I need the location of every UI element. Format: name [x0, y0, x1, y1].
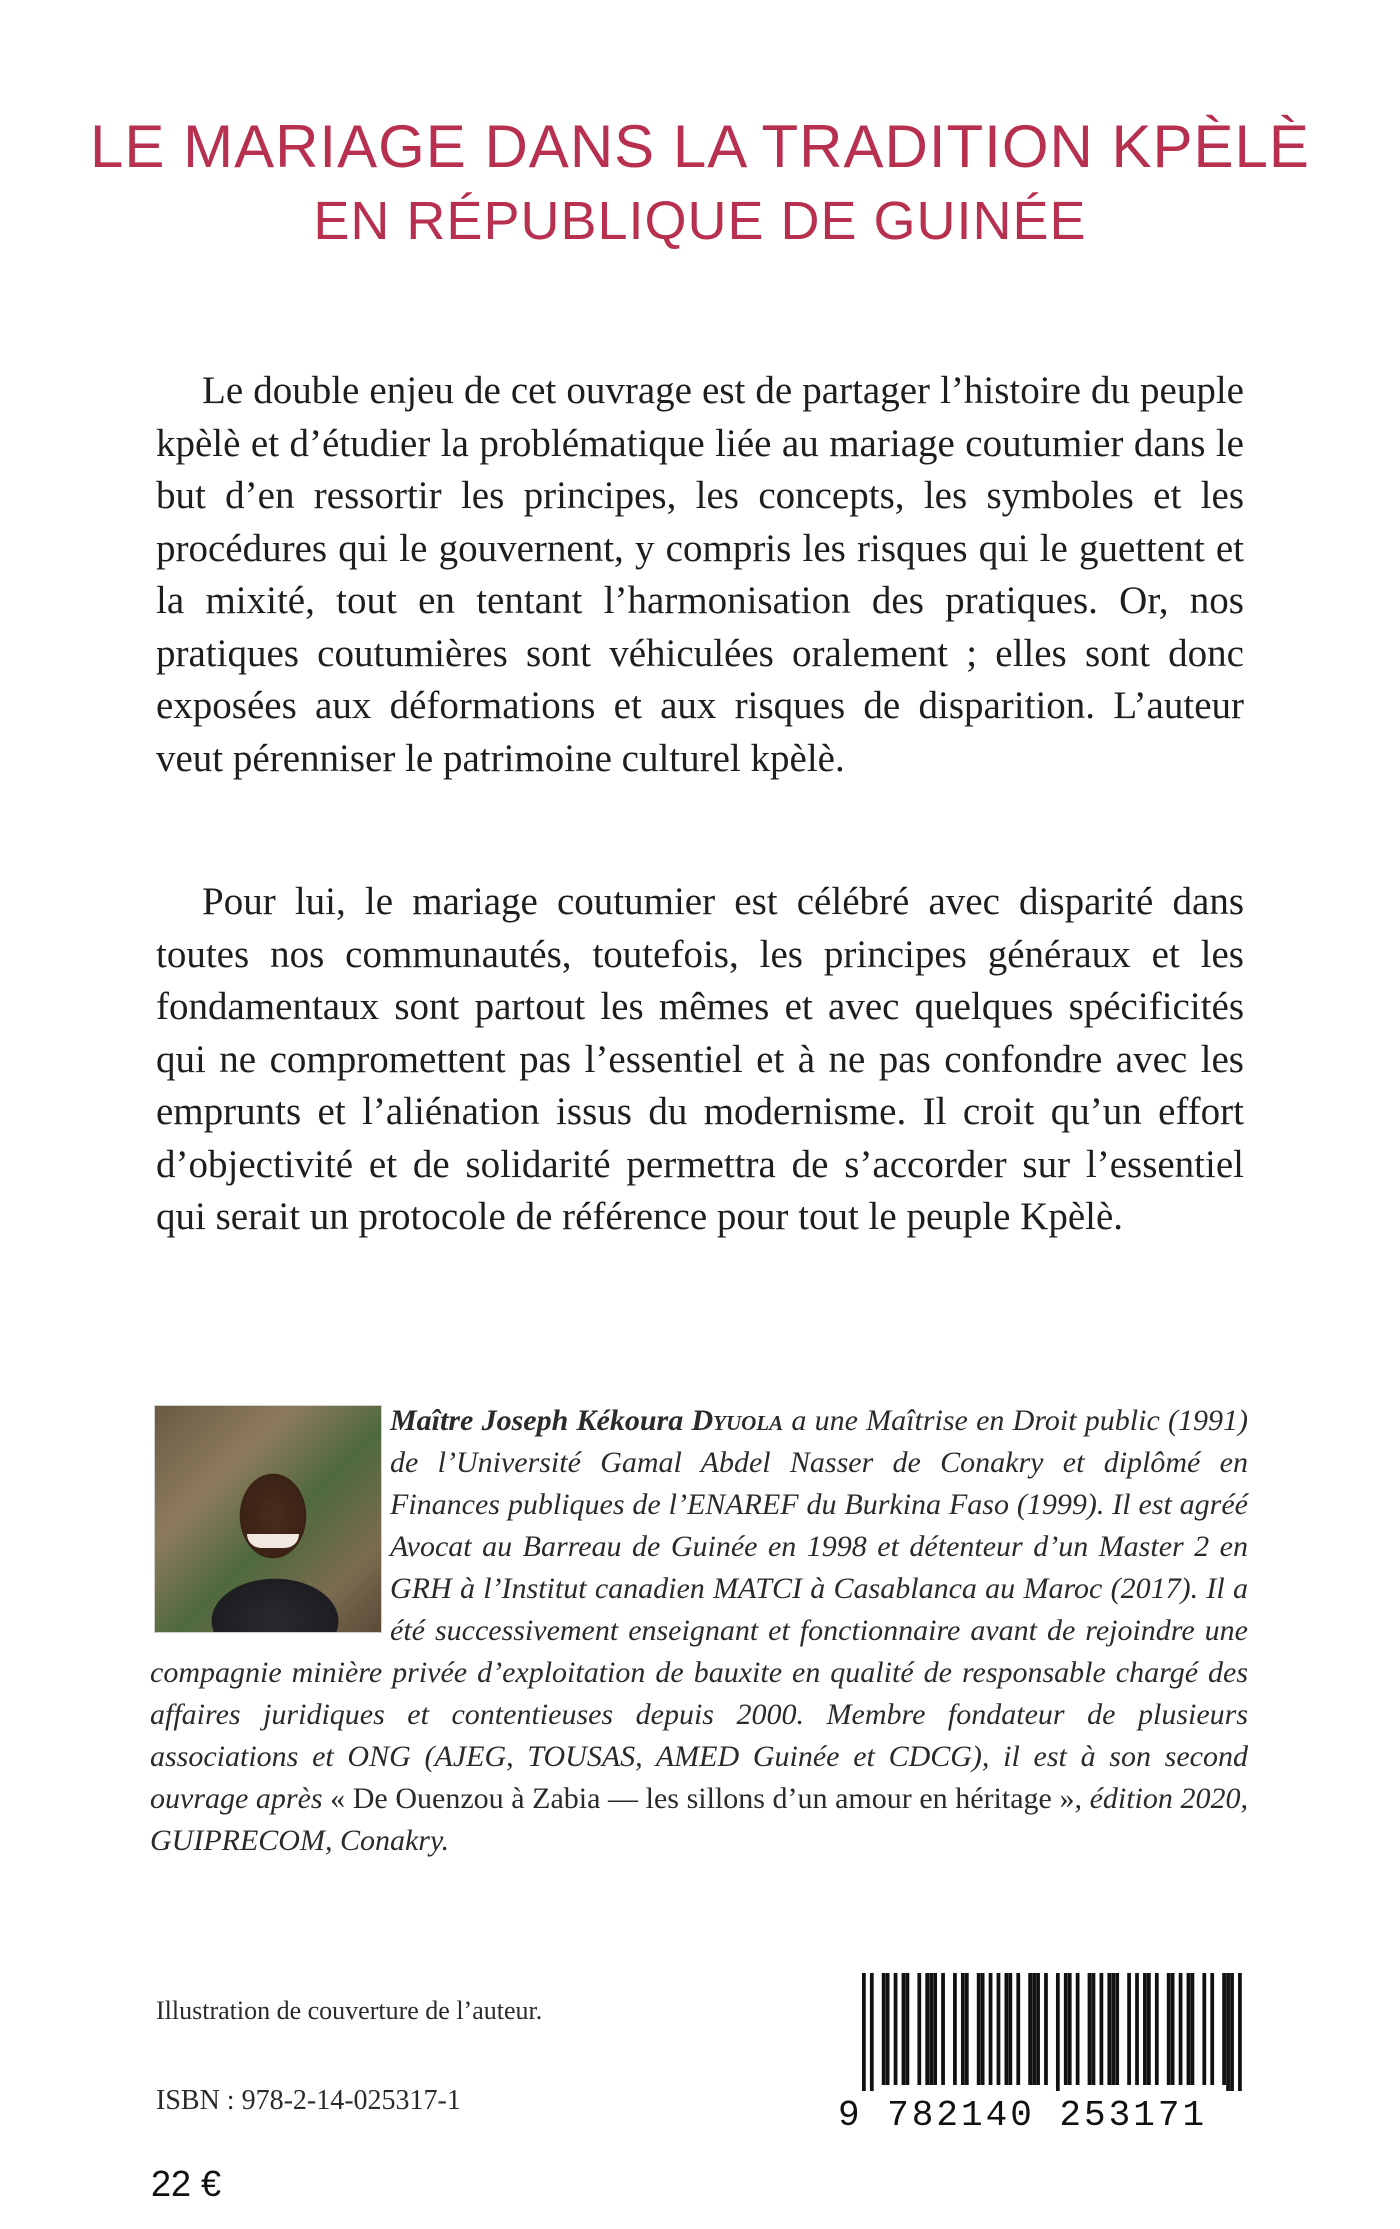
author-bio: [150, 1400, 1248, 1862]
barcode-bar: [886, 1973, 890, 2085]
barcode-bar: [894, 1973, 898, 2085]
barcode-bar: [1028, 1973, 1032, 2085]
barcode-bar: [997, 1973, 1001, 2085]
barcode-bar: [981, 1973, 985, 2085]
barcode-bar: [1107, 1973, 1111, 2085]
barcode-bar: [1100, 1973, 1104, 2085]
barcode-bar: [925, 1973, 929, 2085]
barcode-bar: [933, 1973, 937, 2085]
barcode-bar: [1210, 1973, 1214, 2085]
barcode-bars: [862, 1973, 1242, 2091]
title-line-1: LE MARIAGE DANS LA TRADITION KPÈLÈ: [90, 113, 1310, 180]
barcode-bar: [862, 1973, 866, 2091]
barcode-bar: [1179, 1973, 1183, 2085]
barcode-bar: [989, 1973, 993, 2085]
barcode-bar: [870, 1973, 874, 2091]
summary-paragraph-2: Pour lui, le mariage coutumier est célébré avec disparité dans toutes nos communautés, toutefois, les principes généraux et les fondamentaux sont partout les mêmes et avec quelques spécificités qui ne compromettent pas l’essentiel et à ne pas confondre avec les emprunts et l’aliénation issus du modernisme. Il croit qu’un effort d’objectivité et de solidarité permettra de s’accorder sur l’essentiel qui serait un protocole de référence pour tout le peuple Kpèlè.: [156, 880, 1244, 1238]
author-bio-end: , édition 2020, GUIPRECOM, Conakry.: [150, 1782, 1248, 1857]
barcode-bar: [1036, 1973, 1040, 2085]
isbn: ISBN : 978-2-14-025317-1: [156, 2085, 461, 2116]
barcode-bar: [1044, 1973, 1048, 2085]
cover-credit: Illustration de couverture de l’auteur.: [156, 1996, 543, 2025]
barcode-bar: [1143, 1973, 1147, 2085]
barcode-bar: [1008, 1973, 1012, 2085]
author-bio-main: a une Maîtrise en Droit public (1991) de l’Université Gamal Abdel Nasser de Conakry et diplômé en Finances publiques de l’ENAREF du Burkina Faso (1999). Il est agréé Avocat au Barreau de Guinée en 1998 et détenteur d’un Master 2 en GRH à l’Institut canadien MATCI à Casablanca au Maroc (2017). Il a été successivement enseignant et fonctionnaire avant de rejoindre une compagnie minière privée d’exploitation de bauxite en qualité de responsable chargé des affaires juridiques et contentieuses depuis 2000. Membre fondateur de plusieurs associations et ONG (AJEG, TOUSAS, AMED Guinée et CDCG), il est à son second ouvrage après: [150, 1404, 1249, 1815]
barcode-bar: [902, 1973, 906, 2085]
author-name: Maître Joseph Kékoura: [390, 1404, 684, 1437]
barcode-bar: [1068, 1973, 1072, 2085]
barcode-bar: [929, 1973, 933, 2085]
previous-book-title: « De Ouenzou à Zabia — les sillons d’un amour en héritage »: [330, 1782, 1075, 1815]
barcode-bar: [961, 1973, 965, 2085]
barcode-digits: 9 782140 253171: [838, 2095, 1208, 2136]
barcode-bar: [977, 1973, 981, 2085]
barcode-bar: [1230, 1973, 1234, 2091]
barcode-bar: [1167, 1973, 1171, 2085]
summary-paragraph-1: Le double enjeu de cet ouvrage est de partager l’histoire du peuple kpèlè et d’étudier la problématique liée au mariage coutumier dans le but d’en ressortir les principes, les concepts, les symboles et les procédures qui le gouvernent, y compris les risques qui le guettent et la mixité, tout en tentant l’harmonisation des pratiques. Or, nos pratiques coutumières sont véhiculées oralement ; elles sont donc exposées aux déformations et aux risques de disparition. L’auteur veut pérenniser le patrimoine culturel kpèlè.: [156, 369, 1244, 780]
title-line-2: EN RÉPUBLIQUE DE GUINÉE: [313, 191, 1087, 251]
barcode-bar: [1032, 1973, 1036, 2085]
barcode-bar: [1202, 1973, 1206, 2085]
barcode-bar: [1171, 1973, 1175, 2085]
barcode-bar: [882, 1973, 886, 2085]
barcode-bar: [1222, 1973, 1226, 2085]
barcode-bar: [1092, 1973, 1096, 2085]
barcode-bar: [1226, 1973, 1230, 2091]
barcode-bar: [1187, 1973, 1191, 2085]
barcode-bar: [1111, 1973, 1115, 2085]
barcode-bar: [1056, 1973, 1060, 2091]
barcode-bar: [906, 1973, 910, 2085]
barcode-bar: [1005, 1973, 1009, 2085]
author-surname: Dyuola: [691, 1404, 784, 1437]
barcode-bar: [1016, 1973, 1020, 2085]
barcode-bar: [1135, 1973, 1139, 2085]
barcode-bar: [917, 1973, 921, 2085]
barcode-bar: [1076, 1973, 1080, 2085]
barcode-bar: [1191, 1973, 1195, 2085]
barcode-bar: [941, 1973, 945, 2085]
barcode-bar: [953, 1973, 957, 2085]
barcode-bar: [1064, 1973, 1068, 2085]
barcode-bar: [1147, 1973, 1151, 2085]
barcode-bar: [965, 1973, 969, 2085]
barcode-bar: [1238, 1973, 1242, 2091]
barcode-bar: [1127, 1973, 1131, 2085]
barcode-bar: [1088, 1973, 1092, 2085]
price: 22 €: [151, 2163, 222, 2204]
barcode-bar: [1155, 1973, 1159, 2085]
barcode-bar: [1115, 1973, 1119, 2085]
